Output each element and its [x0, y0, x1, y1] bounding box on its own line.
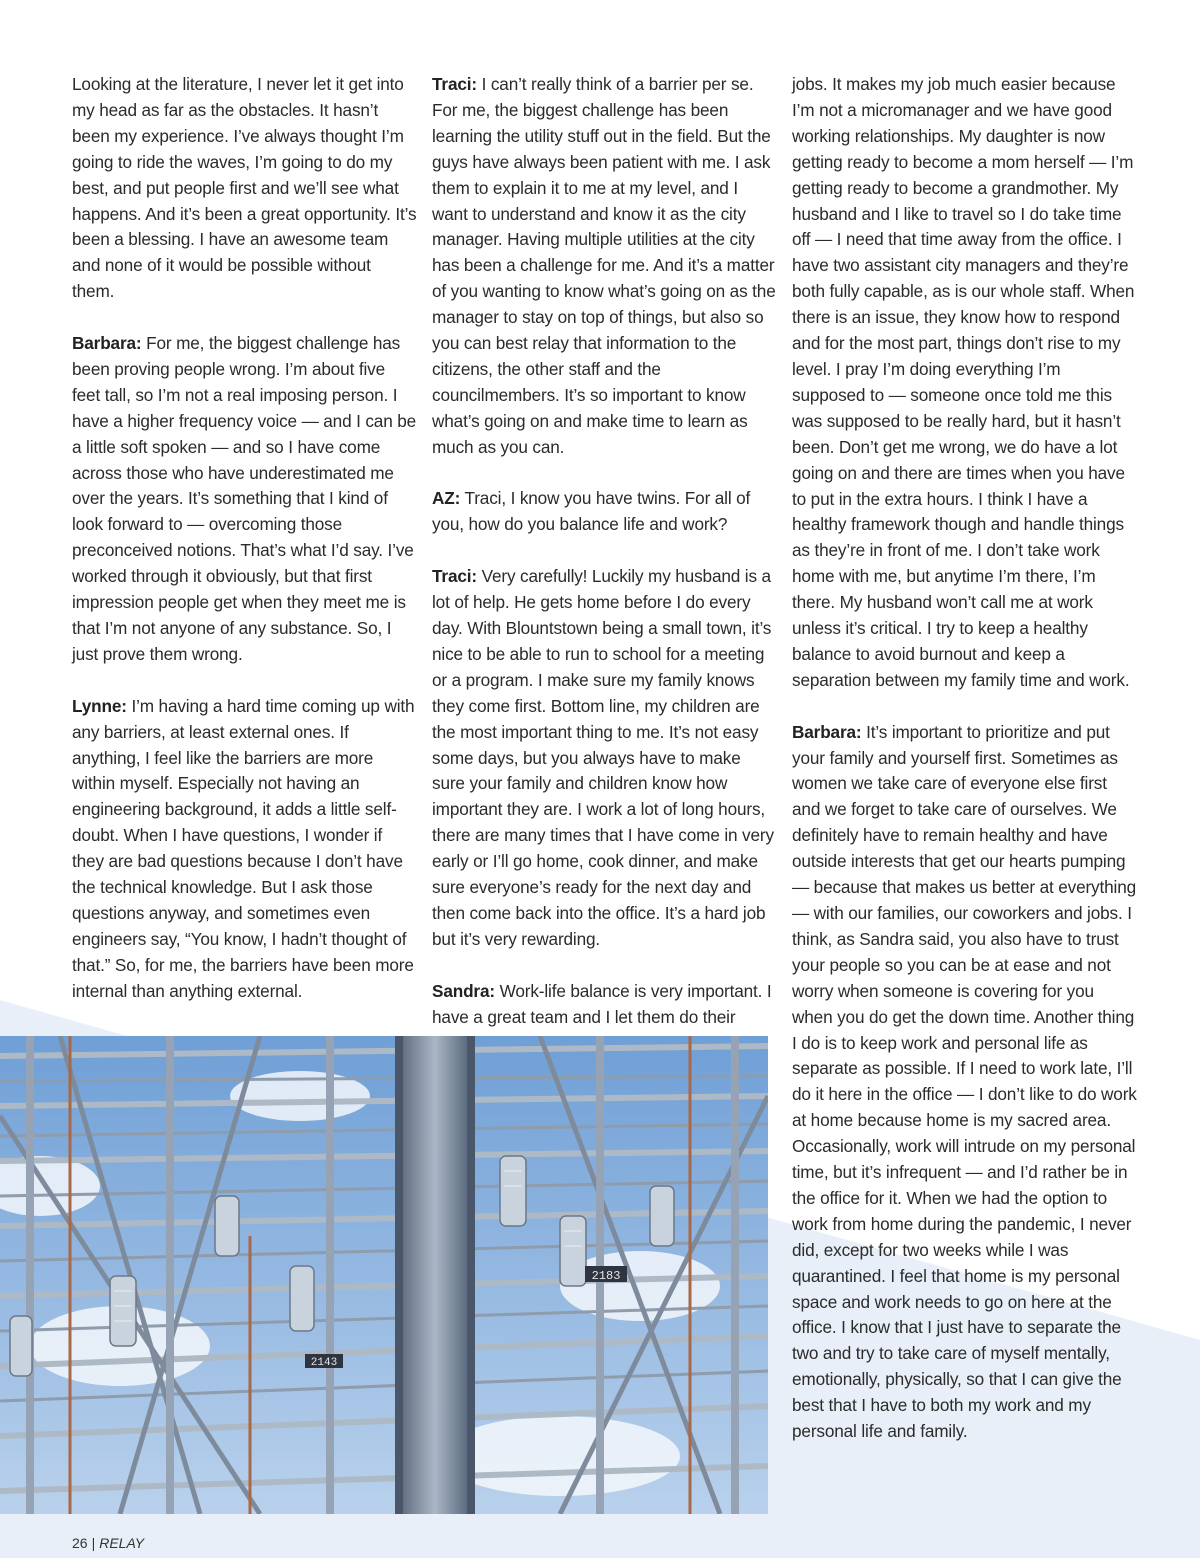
speaker-label: AZ: — [432, 488, 461, 509]
page-folio — [72, 1535, 144, 1551]
paragraph-text: I’m having a hard time coming up with any barriers, at least external ones. If anything, I feel like the barriers are more within myself. Especially not having an engineering background, it adds a little self-doubt. When I have questions, I wonder if they are bad questions because I don’t have the technical knowledge. But I ask those questions anyway, and sometimes even engineers say, “You know, I hadn’t thought of that.” So, for me, the barriers have been more internal than anything external. — [72, 695, 415, 1001]
text-column-1 — [72, 72, 417, 1030]
paragraph-text: Very carefully! Luckily my husband is a lot of help. He gets home before I do every day. With Blountstown being a small town, it’s nice to be able to run to school for a meeting or a program. I make sure my family knows they come first. Bottom line, my children are the most important thing to me. It’s not easy some days, but you always have to make sure your family and children know how important they are. I work a lot of long hours, there are many times that I have come in very early or I’ll go home, cook dinner, and make sure everyone’s ready for the next day and then come back into the office. It’s a hard job but it’s very rewarding. — [432, 566, 774, 949]
text-column-2 — [432, 72, 777, 1056]
paragraph-text: Work-life balance is very important. I have a great team and I let them do their — [432, 980, 772, 1027]
speaker-label: Barbara: — [72, 333, 142, 354]
paragraph — [72, 72, 417, 305]
paragraph — [432, 979, 777, 1031]
substation-photo — [0, 1036, 768, 1514]
text-column-3 — [792, 72, 1137, 1471]
equipment-tag-2183: 2183 — [591, 1269, 621, 1283]
paragraph — [432, 564, 777, 953]
paragraph-text: jobs. It makes my job much easier because I’m not a micromanager and we have good working relationships. My daughter is now getting ready to become a mom herself — I’m getting ready to become a grandmother. My husband and I like to travel so I do take time off — I need that time away from the office. I have two assistant city managers and they’re both fully capable, as is our whole staff. When there is an issue, they know how to respond and for the most part, things don’t rise to my level. I pray I’m doing everything I’m supposed to — someone once told me this was supposed to be really hard, but it hasn’t been. Don’t get me wrong, we do have a lot going on and there are times when you have to put in the extra hours. I think I have a healthy framework though and handle things as they’re in front of me. I don’t take work home with me, but anytime I’m there, I’m there. My husband won’t call me at work unless it’s critical. I try to keep a healthy balance to avoid burnout and keep a separation between my family time and work. — [792, 74, 1135, 690]
equipment-tag-2143: 2143 — [310, 1357, 338, 1369]
speaker-label: Sandra: — [432, 980, 495, 1001]
publication-name: RELAY — [99, 1535, 145, 1551]
paragraph — [72, 694, 417, 1005]
paragraph — [792, 72, 1137, 694]
speaker-label: Lynne: — [72, 695, 127, 716]
paragraph — [432, 72, 777, 461]
paragraph-text: Traci, I know you have twins. For all of you, how do you balance life and work? — [432, 488, 751, 535]
page-number: 26 — [72, 1535, 88, 1551]
paragraph-text: Looking at the literature, I never let it get into my head as far as the obstacles. It hasn’t been my experience. I’ve always thought I’m going to ride the waves, I’m going to do my best, and put people first and we’ll see what happens. And it’s been a great opportunity. It’s been a blessing. I have an awesome team and none of it would be possible without them. — [72, 74, 417, 302]
folio-separator: | — [91, 1535, 96, 1551]
speaker-label: Traci: — [432, 74, 477, 94]
speaker-label: Barbara: — [792, 721, 862, 742]
paragraph-text: I can’t really think of a barrier per se. For me, the biggest challenge has been learning the utility stuff out in the field. But the guys have always been patient with me. I ask them to explain it to me at my level, and I want to understand and know it as the city manager. Having multiple utilities at the city has been a challenge for me. And it’s a matter of you wanting to know what’s going on as the manager to stay on top of things, but also so you can best relay that information to the citizens, the other staff and the councilmembers. It’s so important to know what’s going on and make time to learn as much as you can. — [432, 74, 776, 457]
paragraph — [432, 486, 777, 538]
paragraph-text: It’s important to prioritize and put your family and yourself first. Sometimes as women we take care of everyone else first and we forget to take care of ourselves. We definitely have to remain healthy and have outside interests that get our hearts pumping — because that makes us better at everything — with our families, our coworkers and jobs. I think, as Sandra said, you also have to trust your people so you can be at ease and not worry when someone is covering for you when you do get the down time. Another thing I do is to keep work and personal life as separate as possible. If I need to work late, I’ll do it here in the office — I don’t like to do work at home because home is my sacred area. Occasionally, work will intrude on my personal time, but it’s infrequent — and I’d rather be in the office for it. When we had the option to work from home during the pandemic, I never did, except for two weeks while I was quarantined. I feel that home is my personal space and work needs to go on here at the office. I know that I just have to separate the two and try to take care of myself mentally, emotionally, physically, so that I can give the best that I have to both my work and my personal life and family. — [792, 721, 1137, 1442]
paragraph-text: For me, the biggest challenge has been proving people wrong. I’m about five feet tall, so I’m not a real imposing person. I have a higher frequency voice — and I can be a little soft spoken — and so I have come across those who have underestimated me over the years. It’s something that I kind of look forward to — overcoming those preconceived notions. That’s what I’d say. I’ve worked through it obviously, but that first impression people get when they meet me is that I’m not anyone of any substance. So, I just prove them wrong. — [72, 333, 417, 664]
paragraph — [72, 331, 417, 668]
speaker-label: Traci: — [432, 566, 477, 587]
paragraph — [792, 720, 1137, 1445]
